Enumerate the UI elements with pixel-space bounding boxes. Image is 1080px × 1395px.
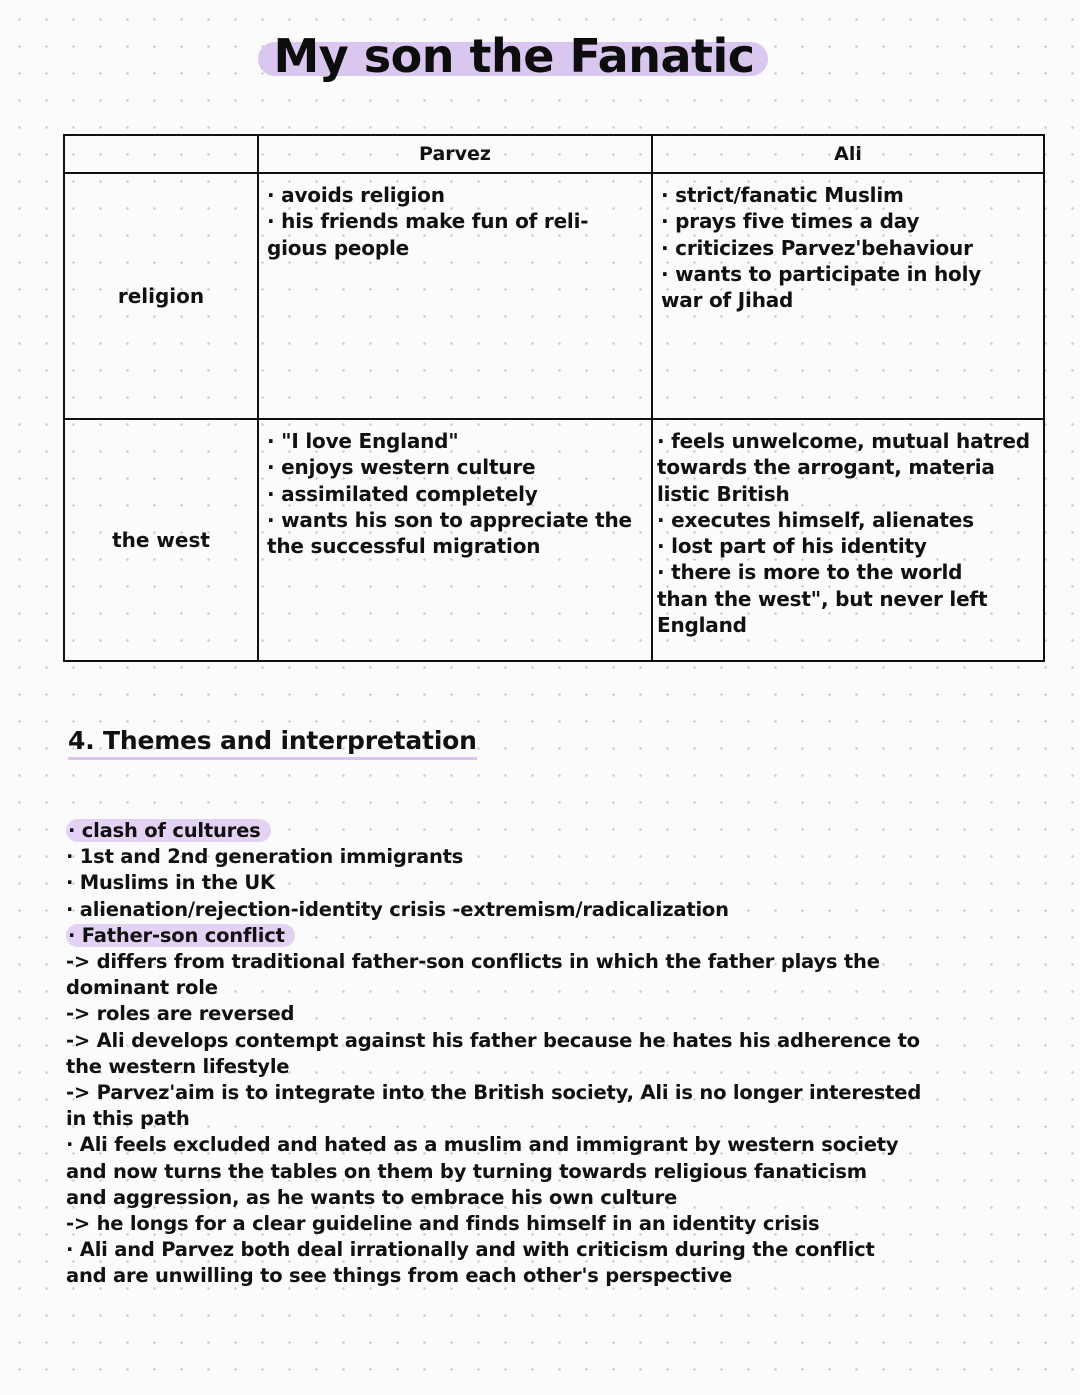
note-line xyxy=(66,1263,966,1289)
note-text: · Ali and Parvez both deal irrationally and with criticism during the conflict xyxy=(66,1238,875,1262)
note-line xyxy=(66,1080,966,1106)
note-text: and now turns the tables on them by turning towards religious fanaticism xyxy=(66,1159,867,1183)
notes-list xyxy=(66,818,966,1290)
note-text: -> Ali develops contempt against his father because he hates his adherence to xyxy=(66,1028,920,1052)
note-line xyxy=(66,1001,966,1027)
table-row xyxy=(64,173,1044,419)
cell-text: · "I love England" · enjoys western culture · assimilated completely · wants his son to appreciate the the successful migration xyxy=(267,429,632,559)
cell-ali-west xyxy=(652,419,1044,661)
note-line xyxy=(66,1106,966,1132)
title-block xyxy=(258,22,770,92)
header-ali: Ali xyxy=(652,135,1044,173)
note-line xyxy=(66,1028,966,1054)
table-row xyxy=(64,419,1044,661)
note-line xyxy=(66,870,966,896)
cell-parvez-religion xyxy=(258,173,652,419)
note-text: the western lifestyle xyxy=(66,1054,290,1078)
note-line xyxy=(66,1211,966,1237)
note-line xyxy=(66,949,966,975)
note-text: -> differs from traditional father-son conflicts in which the father plays the xyxy=(66,950,880,974)
note-text: -> Parvez'aim is to integrate into the British society, Ali is no longer interested xyxy=(66,1081,922,1105)
note-line xyxy=(66,844,966,870)
note-text: · Muslims in the UK xyxy=(66,871,275,895)
note-line xyxy=(66,1159,966,1185)
cell-parvez-west xyxy=(258,419,652,661)
page-title: My son the Fanatic xyxy=(273,29,755,83)
note-line xyxy=(66,975,966,1001)
highlighted-note-text: · clash of cultures xyxy=(66,819,271,842)
note-text: · alienation/rejection-identity crisis -extremism/radicalization xyxy=(66,897,729,921)
note-line xyxy=(66,897,966,923)
note-text: dominant role xyxy=(66,976,218,1000)
note-line xyxy=(66,818,966,844)
note-line xyxy=(66,1185,966,1211)
section-heading: 4. Themes and interpretation xyxy=(68,726,477,760)
note-text: · 1st and 2nd generation immigrants xyxy=(66,845,464,869)
note-line xyxy=(66,1237,966,1263)
cell-text: · feels unwelcome, mutual hatred towards the arrogant, materia listic British · executes himself, alienates · lost part of his identity · there is more to the world than the west", but never left England xyxy=(657,429,1030,638)
cell-ali-religion xyxy=(652,173,1044,419)
note-text: in this path xyxy=(66,1107,190,1131)
note-text: and aggression, as he wants to embrace his own culture xyxy=(66,1185,678,1209)
highlighted-note-text: · Father-son conflict xyxy=(66,924,295,947)
note-text: · Ali feels excluded and hated as a muslim and immigrant by western society xyxy=(66,1133,899,1157)
note-line xyxy=(66,923,966,949)
note-text: and are unwilling to see things from each other's perspective xyxy=(66,1264,733,1288)
header-parvez: Parvez xyxy=(258,135,652,173)
row-label-the-west: the west xyxy=(64,419,258,661)
note-text: -> he longs for a clear guideline and finds himself in an identity crisis xyxy=(66,1212,820,1236)
header-empty xyxy=(64,135,258,173)
note-text: -> roles are reversed xyxy=(66,1002,295,1026)
note-line xyxy=(66,1054,966,1080)
row-label-religion: religion xyxy=(64,173,258,419)
cell-text: · strict/fanatic Muslim · prays five times a day · criticizes Parvez'behaviour · wants to participate in holy war of Jihad xyxy=(661,183,982,313)
cell-text: · avoids religion · his friends make fun of reli- gious people xyxy=(267,183,589,260)
table-header-row xyxy=(64,135,1044,173)
comparison-table xyxy=(63,134,1045,662)
note-line xyxy=(66,1132,966,1158)
